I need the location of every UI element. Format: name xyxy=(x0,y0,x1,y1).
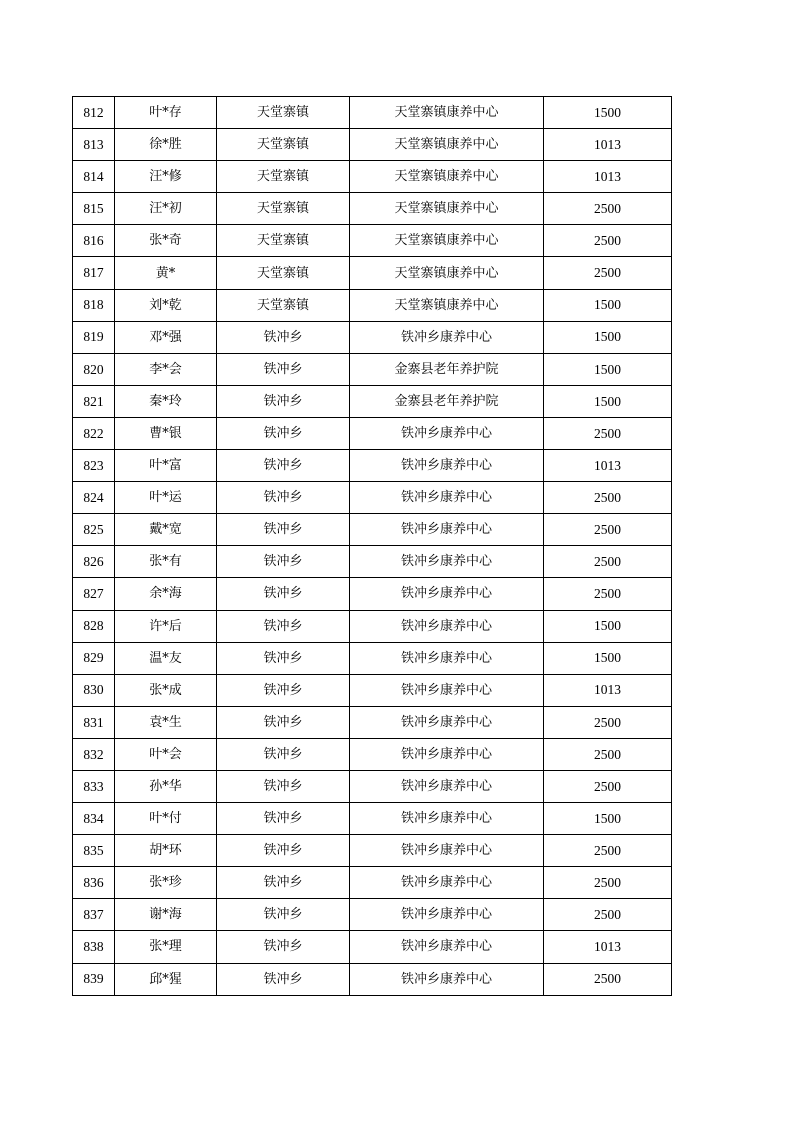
amount-cell: 1500 xyxy=(544,642,672,674)
table-row xyxy=(73,931,672,963)
name-cell: 叶*会 xyxy=(115,738,217,770)
serial-number-cell: 830 xyxy=(73,674,115,706)
care-center-cell: 铁冲乡康养中心 xyxy=(350,482,544,514)
serial-number-cell: 831 xyxy=(73,706,115,738)
table-row xyxy=(73,289,672,321)
amount-cell: 1500 xyxy=(544,353,672,385)
amount-cell: 1500 xyxy=(544,97,672,129)
care-center-cell: 铁冲乡康养中心 xyxy=(350,642,544,674)
name-cell: 汪*修 xyxy=(115,161,217,193)
care-center-cell: 铁冲乡康养中心 xyxy=(350,578,544,610)
township-cell: 铁冲乡 xyxy=(217,578,350,610)
amount-cell: 2500 xyxy=(544,706,672,738)
care-center-cell: 铁冲乡康养中心 xyxy=(350,546,544,578)
township-cell: 铁冲乡 xyxy=(217,642,350,674)
care-center-cell: 天堂寨镇康养中心 xyxy=(350,289,544,321)
township-cell: 天堂寨镇 xyxy=(217,129,350,161)
care-center-cell: 铁冲乡康养中心 xyxy=(350,674,544,706)
township-cell: 铁冲乡 xyxy=(217,385,350,417)
amount-cell: 1013 xyxy=(544,674,672,706)
amount-cell: 1013 xyxy=(544,161,672,193)
name-cell: 余*海 xyxy=(115,578,217,610)
care-center-cell: 铁冲乡康养中心 xyxy=(350,963,544,995)
township-cell: 天堂寨镇 xyxy=(217,257,350,289)
care-center-cell: 铁冲乡康养中心 xyxy=(350,803,544,835)
amount-cell: 2500 xyxy=(544,738,672,770)
amount-cell: 1500 xyxy=(544,803,672,835)
care-center-cell: 铁冲乡康养中心 xyxy=(350,514,544,546)
township-cell: 铁冲乡 xyxy=(217,738,350,770)
serial-number-cell: 837 xyxy=(73,899,115,931)
township-cell: 天堂寨镇 xyxy=(217,225,350,257)
township-cell: 铁冲乡 xyxy=(217,482,350,514)
amount-cell: 2500 xyxy=(544,963,672,995)
township-cell: 铁冲乡 xyxy=(217,899,350,931)
township-cell: 天堂寨镇 xyxy=(217,161,350,193)
serial-number-cell: 825 xyxy=(73,514,115,546)
serial-number-cell: 820 xyxy=(73,353,115,385)
table-body xyxy=(73,97,672,996)
table-row xyxy=(73,514,672,546)
amount-cell: 1500 xyxy=(544,289,672,321)
amount-cell: 2500 xyxy=(544,578,672,610)
township-cell: 铁冲乡 xyxy=(217,514,350,546)
name-cell: 张*成 xyxy=(115,674,217,706)
amount-cell: 1013 xyxy=(544,450,672,482)
table-row xyxy=(73,546,672,578)
name-cell: 黄* xyxy=(115,257,217,289)
care-center-cell: 铁冲乡康养中心 xyxy=(350,899,544,931)
amount-cell: 1500 xyxy=(544,385,672,417)
serial-number-cell: 819 xyxy=(73,321,115,353)
care-center-cell: 天堂寨镇康养中心 xyxy=(350,225,544,257)
care-center-cell: 铁冲乡康养中心 xyxy=(350,867,544,899)
care-center-cell: 天堂寨镇康养中心 xyxy=(350,129,544,161)
township-cell: 铁冲乡 xyxy=(217,931,350,963)
table-row xyxy=(73,899,672,931)
table-row xyxy=(73,353,672,385)
serial-number-cell: 822 xyxy=(73,417,115,449)
name-cell: 许*后 xyxy=(115,610,217,642)
amount-cell: 1013 xyxy=(544,129,672,161)
care-center-cell: 金寨县老年养护院 xyxy=(350,353,544,385)
amount-cell: 2500 xyxy=(544,482,672,514)
care-center-cell: 天堂寨镇康养中心 xyxy=(350,193,544,225)
serial-number-cell: 833 xyxy=(73,770,115,802)
serial-number-cell: 814 xyxy=(73,161,115,193)
serial-number-cell: 821 xyxy=(73,385,115,417)
amount-cell: 2500 xyxy=(544,770,672,802)
name-cell: 谢*海 xyxy=(115,899,217,931)
serial-number-cell: 813 xyxy=(73,129,115,161)
beneficiary-table xyxy=(72,96,672,996)
care-center-cell: 天堂寨镇康养中心 xyxy=(350,257,544,289)
care-center-cell: 铁冲乡康养中心 xyxy=(350,770,544,802)
table-row xyxy=(73,97,672,129)
name-cell: 张*珍 xyxy=(115,867,217,899)
table-row xyxy=(73,578,672,610)
amount-cell: 2500 xyxy=(544,546,672,578)
township-cell: 铁冲乡 xyxy=(217,835,350,867)
name-cell: 邱*猩 xyxy=(115,963,217,995)
table-row xyxy=(73,193,672,225)
name-cell: 叶*付 xyxy=(115,803,217,835)
serial-number-cell: 835 xyxy=(73,835,115,867)
name-cell: 温*友 xyxy=(115,642,217,674)
name-cell: 张*有 xyxy=(115,546,217,578)
name-cell: 徐*胜 xyxy=(115,129,217,161)
care-center-cell: 铁冲乡康养中心 xyxy=(350,835,544,867)
care-center-cell: 金寨县老年养护院 xyxy=(350,385,544,417)
serial-number-cell: 816 xyxy=(73,225,115,257)
name-cell: 汪*初 xyxy=(115,193,217,225)
name-cell: 戴*宽 xyxy=(115,514,217,546)
amount-cell: 2500 xyxy=(544,835,672,867)
care-center-cell: 铁冲乡康养中心 xyxy=(350,450,544,482)
amount-cell: 2500 xyxy=(544,867,672,899)
care-center-cell: 铁冲乡康养中心 xyxy=(350,706,544,738)
table-row xyxy=(73,642,672,674)
township-cell: 铁冲乡 xyxy=(217,450,350,482)
township-cell: 天堂寨镇 xyxy=(217,289,350,321)
table-row xyxy=(73,674,672,706)
care-center-cell: 铁冲乡康养中心 xyxy=(350,417,544,449)
amount-cell: 2500 xyxy=(544,257,672,289)
care-center-cell: 铁冲乡康养中心 xyxy=(350,610,544,642)
table-row xyxy=(73,770,672,802)
name-cell: 叶*运 xyxy=(115,482,217,514)
township-cell: 铁冲乡 xyxy=(217,963,350,995)
township-cell: 铁冲乡 xyxy=(217,321,350,353)
name-cell: 袁*生 xyxy=(115,706,217,738)
serial-number-cell: 836 xyxy=(73,867,115,899)
name-cell: 叶*富 xyxy=(115,450,217,482)
table-row xyxy=(73,610,672,642)
table-row xyxy=(73,867,672,899)
amount-cell: 1013 xyxy=(544,931,672,963)
table-row xyxy=(73,738,672,770)
name-cell: 叶*存 xyxy=(115,97,217,129)
care-center-cell: 天堂寨镇康养中心 xyxy=(350,161,544,193)
table-row xyxy=(73,161,672,193)
table-row xyxy=(73,225,672,257)
serial-number-cell: 839 xyxy=(73,963,115,995)
care-center-cell: 天堂寨镇康养中心 xyxy=(350,97,544,129)
amount-cell: 1500 xyxy=(544,610,672,642)
township-cell: 铁冲乡 xyxy=(217,803,350,835)
table-row xyxy=(73,257,672,289)
serial-number-cell: 829 xyxy=(73,642,115,674)
table-row xyxy=(73,385,672,417)
amount-cell: 2500 xyxy=(544,899,672,931)
amount-cell: 2500 xyxy=(544,225,672,257)
name-cell: 邓*强 xyxy=(115,321,217,353)
township-cell: 铁冲乡 xyxy=(217,706,350,738)
serial-number-cell: 818 xyxy=(73,289,115,321)
care-center-cell: 铁冲乡康养中心 xyxy=(350,738,544,770)
table-row xyxy=(73,129,672,161)
township-cell: 铁冲乡 xyxy=(217,417,350,449)
serial-number-cell: 823 xyxy=(73,450,115,482)
serial-number-cell: 817 xyxy=(73,257,115,289)
table-row xyxy=(73,321,672,353)
name-cell: 李*会 xyxy=(115,353,217,385)
serial-number-cell: 827 xyxy=(73,578,115,610)
serial-number-cell: 824 xyxy=(73,482,115,514)
amount-cell: 2500 xyxy=(544,417,672,449)
name-cell: 秦*玲 xyxy=(115,385,217,417)
township-cell: 铁冲乡 xyxy=(217,546,350,578)
township-cell: 铁冲乡 xyxy=(217,610,350,642)
name-cell: 张*理 xyxy=(115,931,217,963)
serial-number-cell: 826 xyxy=(73,546,115,578)
township-cell: 铁冲乡 xyxy=(217,353,350,385)
amount-cell: 2500 xyxy=(544,193,672,225)
care-center-cell: 铁冲乡康养中心 xyxy=(350,321,544,353)
table-row xyxy=(73,706,672,738)
care-center-cell: 铁冲乡康养中心 xyxy=(350,931,544,963)
serial-number-cell: 815 xyxy=(73,193,115,225)
serial-number-cell: 812 xyxy=(73,97,115,129)
township-cell: 天堂寨镇 xyxy=(217,193,350,225)
township-cell: 铁冲乡 xyxy=(217,770,350,802)
name-cell: 张*奇 xyxy=(115,225,217,257)
name-cell: 胡*环 xyxy=(115,835,217,867)
township-cell: 天堂寨镇 xyxy=(217,97,350,129)
serial-number-cell: 834 xyxy=(73,803,115,835)
table-row xyxy=(73,835,672,867)
serial-number-cell: 832 xyxy=(73,738,115,770)
amount-cell: 2500 xyxy=(544,514,672,546)
table-row xyxy=(73,963,672,995)
name-cell: 刘*乾 xyxy=(115,289,217,321)
serial-number-cell: 828 xyxy=(73,610,115,642)
name-cell: 曹*银 xyxy=(115,417,217,449)
table-row xyxy=(73,450,672,482)
table-row xyxy=(73,803,672,835)
table-row xyxy=(73,482,672,514)
name-cell: 孙*华 xyxy=(115,770,217,802)
serial-number-cell: 838 xyxy=(73,931,115,963)
amount-cell: 1500 xyxy=(544,321,672,353)
township-cell: 铁冲乡 xyxy=(217,674,350,706)
table-row xyxy=(73,417,672,449)
township-cell: 铁冲乡 xyxy=(217,867,350,899)
